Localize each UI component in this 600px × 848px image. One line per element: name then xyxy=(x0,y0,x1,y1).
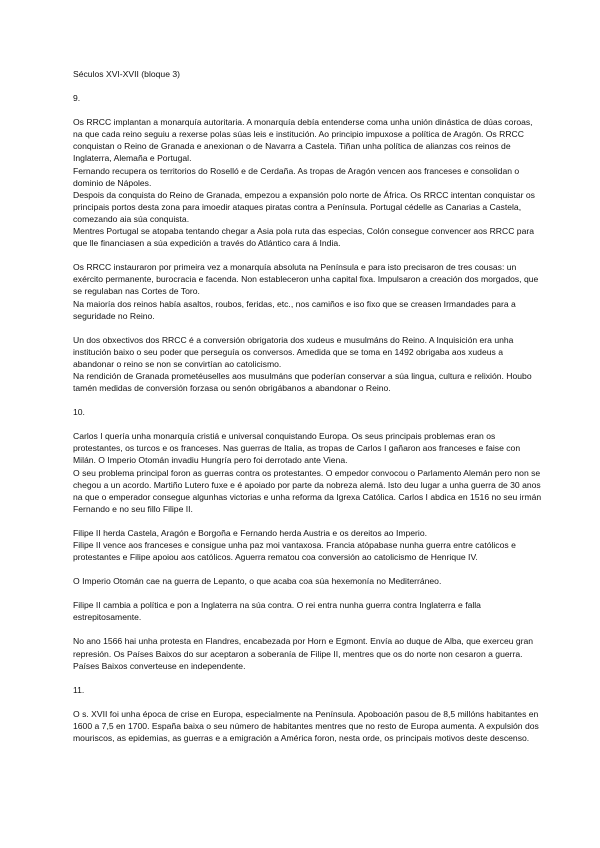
section-number: 9. xyxy=(73,93,81,104)
paragraph xyxy=(73,527,543,563)
paragraph-line: Fernando recupera os territorios do Roselló e de Cerdaña. As tropas de Aragón vencen aos franceses e consolidan o dominio de Nápoles. xyxy=(73,165,520,188)
paragraph xyxy=(73,575,543,587)
section-9 xyxy=(73,92,543,394)
section-number: 10. xyxy=(73,407,85,418)
section-10 xyxy=(73,406,543,672)
paragraph-line: Carlos I quería unha monarquía cristiá e universal conquistando Europa. Os seus principais problemas eran os protestantes, os turcos e os franceses. Nas guerras de Italia, as tropas de Carlos I gañaron aos franceses e faise con Milán. O Imperio Otomán invadiu Hungría pero foi derrotado ante Viena. xyxy=(73,431,521,466)
paragraph-line: Na maioría dos reinos había asaltos, roubos, feridas, etc., nos camiños e iso fixo que se creasen Irmandades para a seguridade no Reino. xyxy=(73,298,516,321)
paragraph-line: O seu problema principal foron as guerras contra os protestantes. O empedor convocou o Parlamento Alemán pero non se chegou a un acordo. Martiño Lutero fuxe e é apoiado por parte da nobreza alemá. Isto deu lugar a unha guerra de 30 anos na que o emperador consegue algunhas victorias e unha reforma da Igrexa Católica. Carlos I abdica en 1516 no seu irmán Fernando e no seu fillo Filipe II. xyxy=(73,467,542,514)
paragraph-line: No ano 1566 hai unha protesta en Flandres, encabezada por Horn e Egmont. Envía ao duque de Alba, que exerceu gran represión. Os Países Baixos do sur aceptaron a soberanía de Filipe II, mentres que os do norte non cesaron a guerra. Países Baixos converteuse en independente. xyxy=(73,636,534,671)
document-page xyxy=(73,68,543,756)
paragraph xyxy=(73,334,543,394)
paragraph-line: Despois da conquista do Reino de Granada, empezou a expansión polo norte de África. Os RRCC intentan conquistar os principais portos desta zona para imoedir ataques piratas contra a Península. Portugal cédelle as Canarias a Castela, comezando aia súa conquista. xyxy=(73,189,535,224)
paragraph-line: Os RRCC instauraron por primeira vez a monarquía absoluta na Península e para isto precisaron de tres cousas: un exército permanente, burocracia e facenda. Non estableceron unha capital fixa. Impulsaron a creación dos morgados, que se regulaban nas Cortes de Toro. xyxy=(73,262,539,297)
paragraph-line: Filipe II herda Castela, Aragón e Borgoña e Fernando herda Austria e os dereitos ao Imperio. xyxy=(73,527,427,538)
paragraph-line: Filipe II vence aos franceses e consigue unha paz moi vantaxosa. Francia atópabase nunha guerra entre católicos e protestantes e Filipe apoiou aos católicos. Aguerra rematou coa conversión ao catolicismo de Henrique IV. xyxy=(73,540,516,563)
paragraph-line: Mentres Portugal se atopaba tentando chegar a Asia pola ruta das especias, Colón consegue convencer aos RRCC para que lle financiasen a súa expedición a través do Atlántico cara á India. xyxy=(73,226,535,249)
paragraph xyxy=(73,599,543,623)
paragraph-line: Un dos obxectivos dos RRCC é a conversión obrigatoria dos xudeus e musulmáns do Reino. A Inquisición era unha institución baixo o seu poder que perseguía os conversos. Amedida que se toma en 1492 obrigaba aos xudeus a abandonar o reino se non se convirtían ao catolicismo. xyxy=(73,334,514,369)
section-11 xyxy=(73,684,543,744)
paragraph-line: Filipe II cambia a política e pon a Inglaterra na súa contra. O rei entra nunha guerra contra Inglaterra e falla estrepitosamente. xyxy=(73,600,481,623)
paragraph xyxy=(73,430,543,515)
paragraph-line: Os RRCC implantan a monarquía autoritaria. A monarquía debía entenderse coma unha unión dinástica de dúas coroas, na que cada reino seguiu a rexerse polas súas leis e institución. Ao principio impuxose a política de Aragón. Os RRCC conquistan o Reino de Granada e anexionan o de Navarra a Castela. Tiñan unha política de alianzas cos reinos de Inglaterra, Alemaña e Portugal. xyxy=(73,117,533,164)
paragraph-line: Na rendición de Granada prometéuselles aos musulmáns que poderían conservar a súa lingua, cultura e relixión. Houbo tamén medidas de conversión forzasa ou senón obrigábanos a abandonar o Reino. xyxy=(73,370,532,394)
paragraph xyxy=(73,116,543,249)
paragraph xyxy=(73,261,543,321)
section-number: 11. xyxy=(73,684,85,695)
paragraph-line: O s. XVII foi unha época de crise en Europa, especialmente na Península. Apoboación pasou de 8,5 millóns habitantes en 1600 a 7,5 en 1700. España baixa o seu número de habitantes mentres que no resto de Europa aumenta. A expulsión dos mouriscos, as epidemias, as guerras e a emigración a América foron, nesta orde, os principais motivos deste descenso. xyxy=(73,708,539,744)
paragraph-line: O Imperio Otomán cae na guerra de Lepanto, o que acaba coa súa hexemonía no Mediterráneo. xyxy=(73,576,442,587)
paragraph xyxy=(73,635,543,671)
paragraph xyxy=(73,708,543,744)
document-title: Séculos XVI-XVII (bloque 3) xyxy=(73,69,180,79)
